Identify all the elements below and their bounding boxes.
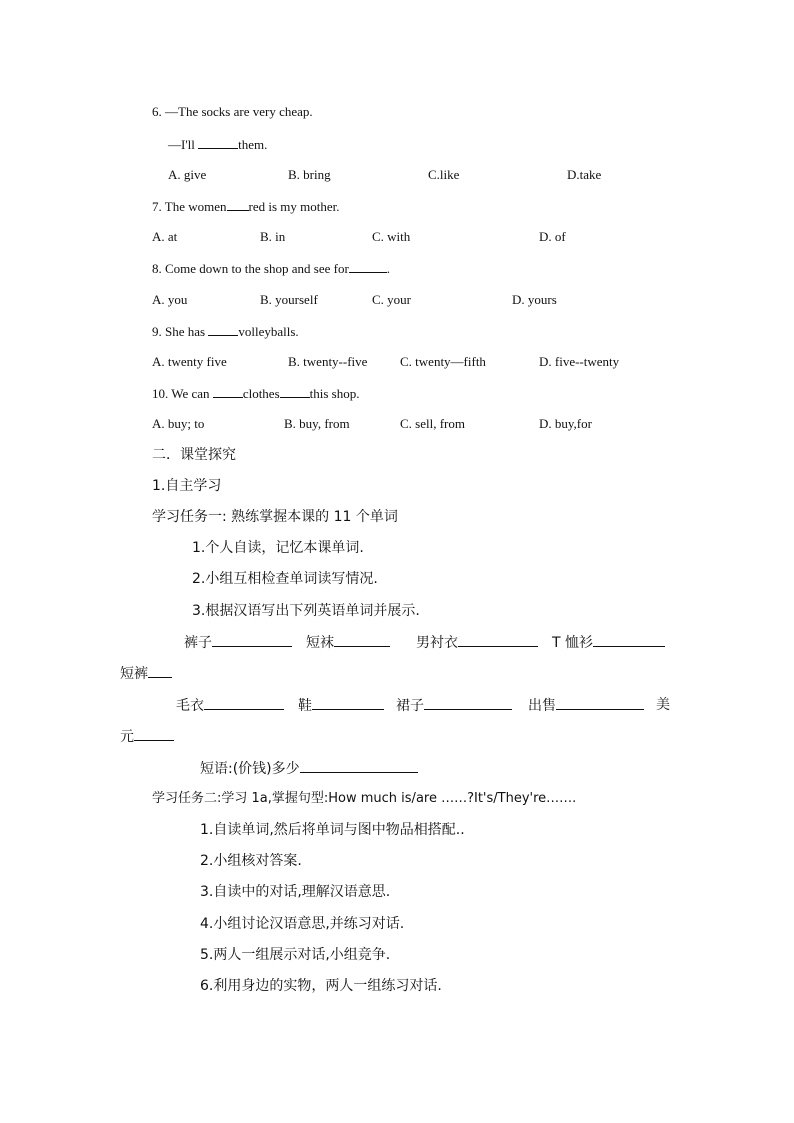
vocab-shirt-blank[interactable]: [458, 634, 538, 647]
q9-option-b[interactable]: B. twenty--five: [288, 354, 368, 369]
q9-option-a[interactable]: A. twenty five: [152, 354, 227, 369]
q10-stem-post: this shop.: [309, 386, 360, 401]
q8-stem-post: .: [386, 261, 391, 276]
q6-reply-pre: —I'll: [168, 137, 195, 152]
q10-answer-blank-2[interactable]: [280, 385, 310, 398]
q8-stem-pre: 8. Come down to the shop and see for: [152, 261, 349, 276]
q9-option-c[interactable]: C. twenty—fifth: [400, 354, 486, 369]
q7-option-d[interactable]: D. of: [539, 229, 566, 244]
vocab-skirt-blank[interactable]: [424, 697, 512, 710]
q9-stem-post: volleyballs.: [238, 324, 299, 339]
vocab-sale-blank[interactable]: [556, 697, 644, 710]
vocab-pants-blank[interactable]: [212, 634, 292, 647]
task2-step-2: 2.小组核对答案.: [200, 853, 302, 869]
vocab-shirt: [416, 634, 538, 651]
q6-option-d[interactable]: D.take: [567, 167, 602, 182]
q7-stem-pre: 7. The women: [152, 199, 227, 214]
vocab-dollar-label-start: 美: [656, 697, 670, 713]
vocab-shorts: [120, 665, 172, 682]
vocab-dollar: [120, 728, 174, 745]
task2-title: 学习任务二:学习 1a,掌握句型:How much is/are ……?It's/They're…….: [152, 791, 577, 806]
vocab-shoes-label: 鞋: [298, 698, 312, 714]
q8-stem: [152, 260, 390, 277]
vocab-shirt-label: 男衬衣: [416, 635, 458, 651]
q9-answer-blank[interactable]: [208, 323, 238, 336]
q6-reply-post: them.: [238, 137, 268, 152]
vocab-dollar-label-end: 元: [120, 729, 134, 745]
vocab-tshirt: [552, 634, 665, 651]
task1-step-2: 2.小组互相检查单词读写情况.: [192, 571, 378, 587]
task1-step-3: 3.根据汉语写出下列英语单词并展示.: [192, 603, 420, 619]
q6-reply: [168, 136, 267, 153]
phrase-blank[interactable]: [300, 760, 418, 773]
vocab-skirt-label: 裙子: [396, 698, 424, 714]
vocab-shoes-blank[interactable]: [312, 697, 384, 710]
q9-stem-pre: 9. She has: [152, 324, 206, 339]
q7-option-b[interactable]: B. in: [260, 229, 286, 244]
vocab-tshirt-label: T 恤衫: [552, 635, 594, 651]
q9-option-d[interactable]: D. five--twenty: [539, 354, 620, 369]
vocab-sweater: [176, 697, 284, 714]
vocab-dollar-blank[interactable]: [134, 728, 174, 741]
vocab-socks: [306, 634, 390, 651]
q7-stem-post: red is my mother.: [248, 199, 340, 214]
q10-option-d[interactable]: D. buy,for: [539, 416, 592, 431]
q8-option-d[interactable]: D. yours: [512, 292, 557, 307]
vocab-sweater-blank[interactable]: [204, 697, 284, 710]
q8-option-c[interactable]: C. your: [372, 292, 411, 307]
q7-stem: [152, 198, 340, 215]
task2-step-5: 5.两人一组展示对话,小组竞争.: [200, 947, 391, 963]
vocab-shorts-blank[interactable]: [148, 665, 172, 678]
q6-answer-blank[interactable]: [198, 136, 238, 149]
vocab-socks-label: 短袜: [306, 635, 334, 651]
q6-option-c[interactable]: C.like: [428, 167, 460, 182]
q10-answer-blank-1[interactable]: [213, 385, 243, 398]
task2-step-1: 1.自读单词,然后将单词与图中物品相搭配..: [200, 822, 465, 838]
phrase-how-much: [200, 760, 418, 777]
task1-title: 学习任务一: 熟练掌握本课的 11 个单词: [152, 509, 398, 525]
q8-option-b[interactable]: B. yourself: [260, 292, 318, 307]
section2-heading: 二．课堂探究: [152, 447, 236, 463]
task1-step-1: 1.个人自读，记忆本课单词.: [192, 540, 364, 556]
q10-stem-pre: 10. We can: [152, 386, 210, 401]
q10-option-c[interactable]: C. sell, from: [400, 416, 465, 431]
q9-stem: [152, 323, 299, 340]
vocab-shorts-label: 短裤: [120, 666, 148, 682]
vocab-sweater-label: 毛衣: [176, 698, 204, 714]
section2-sub1: 1.自主学习: [152, 478, 222, 494]
q8-answer-blank[interactable]: [349, 260, 387, 273]
task2-step-6: 6.利用身边的实物，两人一组练习对话.: [200, 978, 442, 994]
q10-option-b[interactable]: B. buy, from: [284, 416, 350, 431]
vocab-sale: [528, 697, 644, 714]
q10-stem: [152, 385, 359, 402]
q10-option-a[interactable]: A. buy; to: [152, 416, 205, 431]
q6-option-b[interactable]: B. bring: [288, 167, 331, 182]
vocab-sale-label: 出售: [528, 698, 556, 714]
vocab-socks-blank[interactable]: [334, 634, 390, 647]
q7-option-a[interactable]: A. at: [152, 229, 178, 244]
q7-option-c[interactable]: C. with: [372, 229, 411, 244]
vocab-shoes: [298, 697, 384, 714]
vocab-skirt: [396, 697, 512, 714]
vocab-tshirt-blank[interactable]: [593, 634, 665, 647]
vocab-row-1: [184, 634, 292, 651]
q6-option-a[interactable]: A. give: [168, 167, 207, 182]
q10-stem-mid: clothes: [242, 386, 280, 401]
q6-stem: 6. —The socks are very cheap.: [152, 104, 313, 119]
task2-step-4: 4.小组讨论汉语意思,并练习对话.: [200, 916, 405, 932]
vocab-pants-label: 裤子: [184, 635, 212, 651]
q7-answer-blank[interactable]: [227, 198, 249, 211]
task2-step-3: 3.自读中的对话,理解汉语意思.: [200, 884, 391, 900]
phrase-label: 短语:(价钱)多少: [200, 761, 300, 777]
q8-option-a[interactable]: A. you: [152, 292, 188, 307]
